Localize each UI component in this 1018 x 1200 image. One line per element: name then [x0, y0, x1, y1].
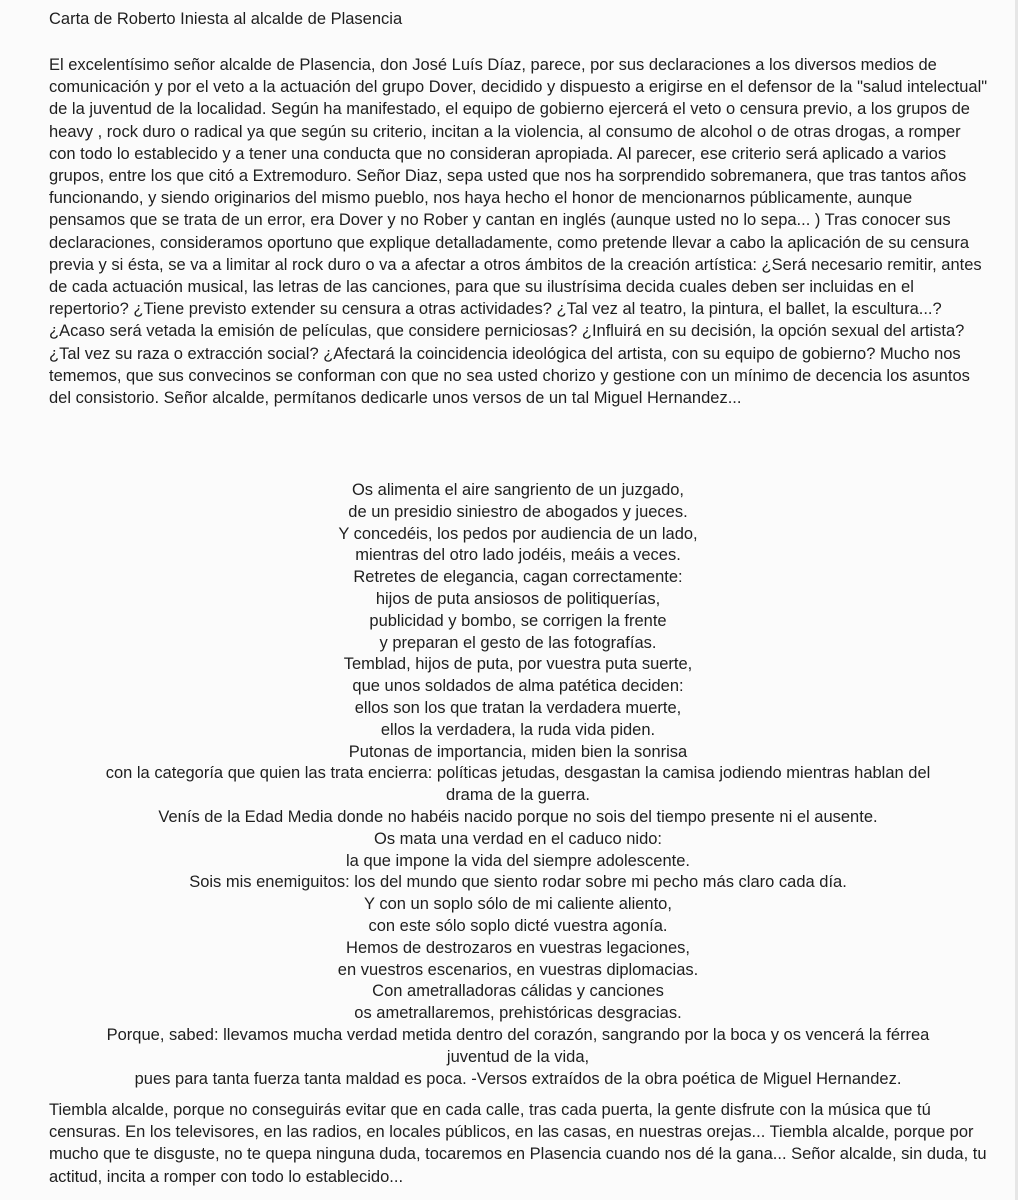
poem-line: juventud de la vida,	[446, 1047, 590, 1066]
closing-paragraph: Tiembla alcalde, porque no conseguirás evitar que en cada calle, tras cada puerta, la gente disfrute con la música que tú censuras. En los televisores, en las radios, en locales públicos, en las casas, en nuestras orejas... Tiembla alcalde, porque por mucho que te disguste, no te quepa ninguna duda, tocaremos en Plasencia cuando nos dé la gana... Señor alcalde, sin duda, tu actitud, incita a romper con todo lo establecido...	[49, 1101, 987, 1186]
poem-line: Temblad, hijos de puta, por vuestra puta suerte,	[343, 655, 693, 674]
poem-block	[22, 480, 1014, 1090]
poem-line: publicidad y bombo, se corrigen la frente	[369, 611, 667, 630]
poem-line: pues para tanta fuerza tanta maldad es poca. -Versos extraídos de la obra poética de Miguel Hernandez.	[134, 1069, 902, 1088]
poem-line: con la categoría que quien las trata encierra: políticas jetudas, desgastan la camisa jodiendo mientras hablan del	[105, 764, 931, 783]
poem-line: Os alimenta el aire sangriento de un juzgado,	[351, 481, 685, 499]
poem-line: Porque, sabed: llevamos mucha verdad metida dentro del corazón, sangrando por la boca y os vencerá la férrea	[106, 1025, 930, 1044]
poem-line: os ametrallaremos, prehistóricas desgracias.	[354, 1004, 682, 1023]
letter-title: Carta de Roberto Iniesta al alcalde de Plasencia	[49, 10, 403, 28]
poem-line: en vuestros escenarios, en vuestras diplomacias.	[337, 960, 699, 979]
poem-line: ellos son los que tratan la verdadera muerte,	[354, 698, 682, 717]
poem-line: Putonas de importancia, miden bien la sonrisa	[348, 742, 688, 761]
poem-line: Os mata una verdad en el caduco nido:	[373, 829, 663, 848]
poem-line: Hemos de destrozaros en vuestras legaciones,	[346, 938, 690, 957]
poem-line: ellos la verdadera, la ruda vida piden.	[380, 720, 656, 739]
poem-line: Con ametralladoras cálidas y canciones	[372, 982, 664, 1001]
poem-line: Y concedéis, los pedos por audiencia de un lado,	[338, 524, 698, 543]
poem-line: de un presidio siniestro de abogados y jueces.	[348, 502, 688, 521]
poem-line: que unos soldados de alma patética deciden:	[352, 677, 684, 696]
intro-paragraph: El excelentísimo señor alcalde de Plasencia, don José Luís Díaz, parece, por sus declaraciones a los diversos medios de comunicación y por el veto a la actuación del grupo Dover, decidido y dispuesto a erigirse en el defensor de la "salud intelectual" de la juventud de la localidad. Según ha manifestado, el equipo de gobierno ejercerá el veto o censura previo, a los grupos de heavy , rock duro o radical ya que según su criterio, incitan a la violencia, al consumo de alcohol o de otras drogas, a romper con todo lo establecido y a tener una conducta que no consideran apropiada. Al parecer, ese criterio será aplicado a varios grupos, entre los que citó a Extremoduro. Señor Diaz, sepa usted que nos ha sorprendido sobremanera, que tras tantos años funcionando, y siendo originarios del mismo pueblo, nos haya hecho el honor de mencionarnos públicamente, aunque pensamos que se trata de un error, era Dover y no Rober y cantan en inglés (aunque usted no lo sepa... ) Tras conocer sus declaraciones, consideramos oportuno que explique detalladamente, como pretende llevar a cabo la aplicación de su censura previa y si ésta, se va a limitar al rock duro o va a afectar a otros ámbitos de la creación artística: ¿Será necesario remitir, antes de cada actuación musical, las letras de las canciones, para que su ilustrísima decida cuales deben ser incluidas en el repertorio? ¿Tiene previsto extender su censura a otras actividades? ¿Tal vez al teatro, la pintura, el ballet, la escultura...? ¿Acaso será vetada la emisión de películas, que considere perniciosas? ¿Influirá en su decisión, la opción sexual del artista? ¿Tal vez su raza o extracción social? ¿Afectará la coincidencia ideológica del artista, con su equipo de gobierno? Mucho nos tememos, que sus convecinos se conforman con que no sea usted chorizo y gestione con un mínimo de decencia los asuntos del consistorio. Señor alcalde, permítanos dedicarle unos versos de un tal Miguel Hernandez...	[49, 56, 988, 408]
poem-line: drama de la guerra.	[446, 786, 590, 805]
poem-line: la que impone la vida del siempre adolescente.	[346, 851, 690, 870]
poem-line: Sois mis enemiguitos: los del mundo que siento rodar sobre mi pecho más claro cada día.	[189, 873, 847, 892]
poem-line: con este sólo soplo dicté vuestra agonía.	[368, 916, 668, 935]
poem-line: hijos de puta ansiosos de politiquerías,	[375, 589, 661, 608]
poem-line: Venís de la Edad Media donde no habéis nacido porque no sois del tiempo presente ni el ausente.	[158, 807, 878, 826]
poem-line: Retretes de elegancia, cagan correctamente:	[353, 568, 683, 587]
poem-line: mientras del otro lado jodéis, meáis a veces.	[355, 546, 681, 565]
poem-line: y preparan el gesto de las fotografías.	[379, 633, 657, 652]
poem-line: Y con un soplo sólo de mi caliente aliento,	[364, 895, 672, 914]
